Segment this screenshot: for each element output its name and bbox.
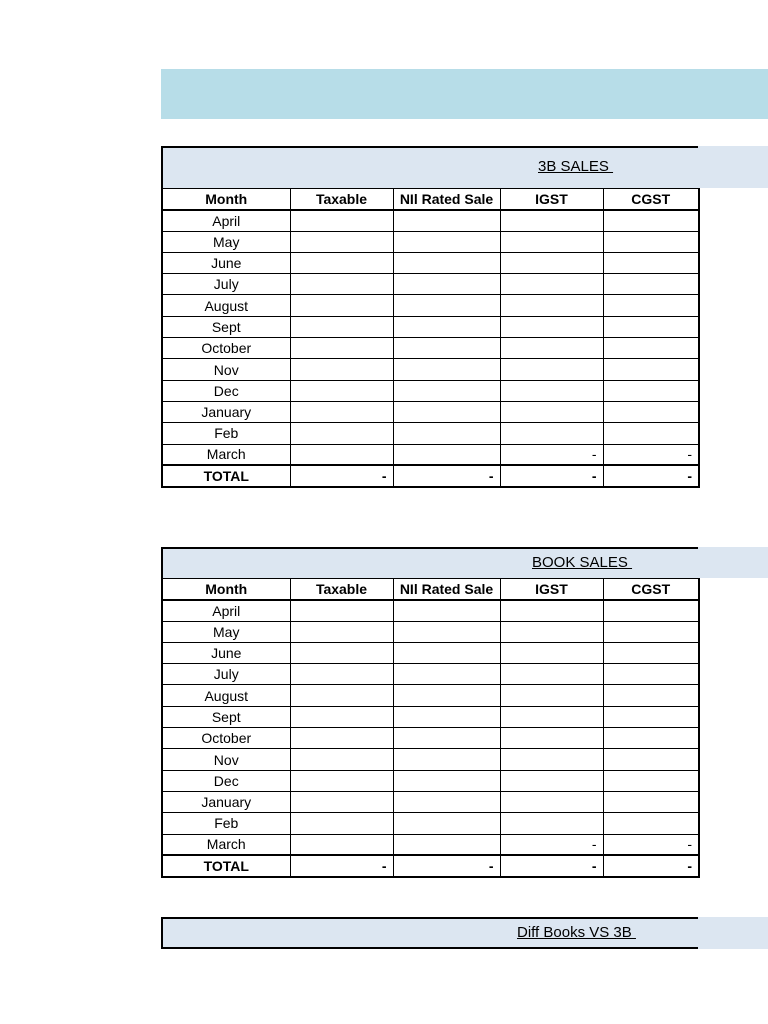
month-cell: June xyxy=(162,642,290,663)
value-cell[interactable] xyxy=(500,274,603,295)
month-cell: January xyxy=(162,401,290,422)
column-header: Month xyxy=(162,189,290,210)
table-row xyxy=(162,770,699,791)
value-cell[interactable]: - xyxy=(500,855,603,876)
value-cell[interactable] xyxy=(393,642,500,663)
table-row xyxy=(162,210,699,231)
sales-table xyxy=(161,578,700,878)
value-cell[interactable] xyxy=(500,664,603,685)
value-cell[interactable] xyxy=(500,423,603,444)
table-row xyxy=(162,621,699,642)
value-cell[interactable] xyxy=(290,444,393,465)
value-cell[interactable] xyxy=(500,770,603,791)
sales-table xyxy=(161,188,700,488)
header-row xyxy=(162,579,699,600)
value-cell[interactable] xyxy=(603,295,699,316)
value-cell[interactable]: - xyxy=(290,465,393,486)
value-cell[interactable] xyxy=(393,423,500,444)
month-cell: April xyxy=(162,210,290,231)
value-cell[interactable] xyxy=(290,834,393,855)
table-row xyxy=(162,834,699,855)
value-cell[interactable] xyxy=(290,316,393,337)
value-cell[interactable] xyxy=(290,706,393,727)
value-cell[interactable] xyxy=(393,706,500,727)
value-cell[interactable] xyxy=(290,274,393,295)
value-cell[interactable] xyxy=(603,423,699,444)
table-row xyxy=(162,444,699,465)
value-cell[interactable]: - xyxy=(603,465,699,486)
value-cell[interactable] xyxy=(290,423,393,444)
value-cell[interactable] xyxy=(393,380,500,401)
value-cell[interactable] xyxy=(500,252,603,273)
value-cell[interactable] xyxy=(603,252,699,273)
value-cell[interactable] xyxy=(393,401,500,422)
value-cell[interactable] xyxy=(603,706,699,727)
section-book-sales xyxy=(161,547,698,878)
value-cell[interactable]: - xyxy=(500,834,603,855)
month-cell: May xyxy=(162,621,290,642)
table-row xyxy=(162,813,699,834)
value-cell[interactable] xyxy=(393,621,500,642)
table-row xyxy=(162,274,699,295)
table-row xyxy=(162,338,699,359)
value-cell[interactable] xyxy=(500,706,603,727)
value-cell[interactable] xyxy=(603,642,699,663)
month-cell: TOTAL xyxy=(162,465,290,486)
value-cell[interactable] xyxy=(500,728,603,749)
value-cell[interactable]: - xyxy=(393,855,500,876)
month-cell: July xyxy=(162,274,290,295)
value-cell[interactable] xyxy=(603,338,699,359)
column-header: NIl Rated Sale xyxy=(393,189,500,210)
month-cell: October xyxy=(162,338,290,359)
value-cell[interactable] xyxy=(500,359,603,380)
table-row xyxy=(162,359,699,380)
value-cell[interactable]: - xyxy=(500,465,603,486)
value-cell[interactable] xyxy=(393,813,500,834)
value-cell[interactable] xyxy=(500,791,603,812)
table-row xyxy=(162,231,699,252)
section-title: BOOK SALES xyxy=(532,554,633,571)
value-cell[interactable] xyxy=(393,664,500,685)
month-cell: TOTAL xyxy=(162,855,290,876)
value-cell[interactable] xyxy=(500,621,603,642)
column-header: Taxable xyxy=(290,189,393,210)
section-title-bar xyxy=(161,547,698,578)
value-cell[interactable] xyxy=(393,834,500,855)
value-cell[interactable] xyxy=(500,380,603,401)
month-cell: Dec xyxy=(162,770,290,791)
value-cell[interactable] xyxy=(603,401,699,422)
value-cell[interactable] xyxy=(603,791,699,812)
value-cell[interactable] xyxy=(290,749,393,770)
value-cell[interactable] xyxy=(393,252,500,273)
total-row xyxy=(162,465,699,486)
month-cell: Dec xyxy=(162,380,290,401)
table-row xyxy=(162,423,699,444)
month-cell: July xyxy=(162,664,290,685)
value-cell[interactable] xyxy=(393,231,500,252)
value-cell[interactable]: - xyxy=(290,855,393,876)
value-cell[interactable] xyxy=(603,359,699,380)
value-cell[interactable] xyxy=(290,728,393,749)
column-header: Month xyxy=(162,579,290,600)
table-row xyxy=(162,749,699,770)
value-cell[interactable]: - xyxy=(603,834,699,855)
table-row xyxy=(162,791,699,812)
table-row xyxy=(162,728,699,749)
month-cell: Nov xyxy=(162,359,290,380)
value-cell[interactable] xyxy=(500,749,603,770)
month-cell: January xyxy=(162,791,290,812)
value-cell[interactable] xyxy=(603,231,699,252)
table-row xyxy=(162,706,699,727)
value-cell[interactable] xyxy=(290,813,393,834)
month-cell: April xyxy=(162,600,290,621)
table-row xyxy=(162,685,699,706)
value-cell[interactable] xyxy=(393,210,500,231)
value-cell[interactable] xyxy=(393,770,500,791)
value-cell[interactable] xyxy=(500,813,603,834)
value-cell[interactable] xyxy=(500,316,603,337)
table-row xyxy=(162,295,699,316)
value-cell[interactable] xyxy=(603,210,699,231)
month-cell: Feb xyxy=(162,813,290,834)
value-cell[interactable] xyxy=(393,295,500,316)
value-cell[interactable] xyxy=(603,600,699,621)
month-cell: June xyxy=(162,252,290,273)
month-cell: Feb xyxy=(162,423,290,444)
month-cell: August xyxy=(162,295,290,316)
value-cell[interactable] xyxy=(290,359,393,380)
table-row xyxy=(162,600,699,621)
top-banner xyxy=(161,69,768,119)
header-row xyxy=(162,189,699,210)
diff-title-bar xyxy=(161,917,698,949)
value-cell[interactable] xyxy=(393,444,500,465)
value-cell[interactable] xyxy=(603,316,699,337)
value-cell[interactable] xyxy=(393,316,500,337)
value-cell[interactable] xyxy=(290,685,393,706)
value-cell[interactable] xyxy=(393,274,500,295)
value-cell[interactable] xyxy=(393,600,500,621)
value-cell[interactable] xyxy=(290,791,393,812)
value-cell[interactable]: - xyxy=(500,444,603,465)
table-row xyxy=(162,401,699,422)
value-cell[interactable] xyxy=(500,295,603,316)
total-row xyxy=(162,855,699,876)
month-cell: May xyxy=(162,231,290,252)
value-cell[interactable]: - xyxy=(603,444,699,465)
table-row xyxy=(162,316,699,337)
value-cell[interactable] xyxy=(290,380,393,401)
section-title: 3B SALES xyxy=(538,158,614,175)
month-cell: March xyxy=(162,834,290,855)
value-cell[interactable] xyxy=(393,359,500,380)
section-3b-sales xyxy=(161,146,698,488)
value-cell[interactable] xyxy=(500,401,603,422)
value-cell[interactable] xyxy=(603,621,699,642)
value-cell[interactable] xyxy=(290,600,393,621)
value-cell[interactable] xyxy=(500,685,603,706)
value-cell[interactable] xyxy=(603,685,699,706)
value-cell[interactable] xyxy=(290,231,393,252)
column-header: Taxable xyxy=(290,579,393,600)
value-cell[interactable]: - xyxy=(603,855,699,876)
month-cell: October xyxy=(162,728,290,749)
value-cell[interactable] xyxy=(603,749,699,770)
value-cell[interactable] xyxy=(290,770,393,791)
month-cell: Nov xyxy=(162,749,290,770)
value-cell[interactable] xyxy=(500,231,603,252)
value-cell[interactable] xyxy=(290,401,393,422)
diff-title: Diff Books VS 3B xyxy=(517,924,636,941)
value-cell[interactable] xyxy=(603,770,699,791)
value-cell[interactable] xyxy=(603,380,699,401)
value-cell[interactable] xyxy=(290,664,393,685)
value-cell[interactable] xyxy=(290,252,393,273)
value-cell[interactable] xyxy=(290,621,393,642)
value-cell[interactable] xyxy=(603,664,699,685)
table-row xyxy=(162,642,699,663)
value-cell[interactable] xyxy=(603,728,699,749)
column-header: CGST xyxy=(603,189,699,210)
value-cell[interactable] xyxy=(393,338,500,359)
value-cell[interactable] xyxy=(393,685,500,706)
column-header: NIl Rated Sale xyxy=(393,579,500,600)
value-cell[interactable] xyxy=(500,338,603,359)
value-cell[interactable] xyxy=(500,642,603,663)
table-row xyxy=(162,664,699,685)
month-cell: August xyxy=(162,685,290,706)
value-cell[interactable]: - xyxy=(393,465,500,486)
value-cell[interactable] xyxy=(393,749,500,770)
value-cell[interactable] xyxy=(290,642,393,663)
value-cell[interactable] xyxy=(290,295,393,316)
value-cell[interactable] xyxy=(290,338,393,359)
value-cell[interactable] xyxy=(500,600,603,621)
value-cell[interactable] xyxy=(393,791,500,812)
column-header: IGST xyxy=(500,579,603,600)
value-cell[interactable] xyxy=(393,728,500,749)
table-row xyxy=(162,252,699,273)
column-header: CGST xyxy=(603,579,699,600)
value-cell[interactable] xyxy=(603,813,699,834)
section-title-bar xyxy=(161,146,698,188)
value-cell[interactable] xyxy=(500,210,603,231)
month-cell: Sept xyxy=(162,316,290,337)
month-cell: Sept xyxy=(162,706,290,727)
column-header: IGST xyxy=(500,189,603,210)
month-cell: March xyxy=(162,444,290,465)
value-cell[interactable] xyxy=(290,210,393,231)
table-row xyxy=(162,380,699,401)
value-cell[interactable] xyxy=(603,274,699,295)
